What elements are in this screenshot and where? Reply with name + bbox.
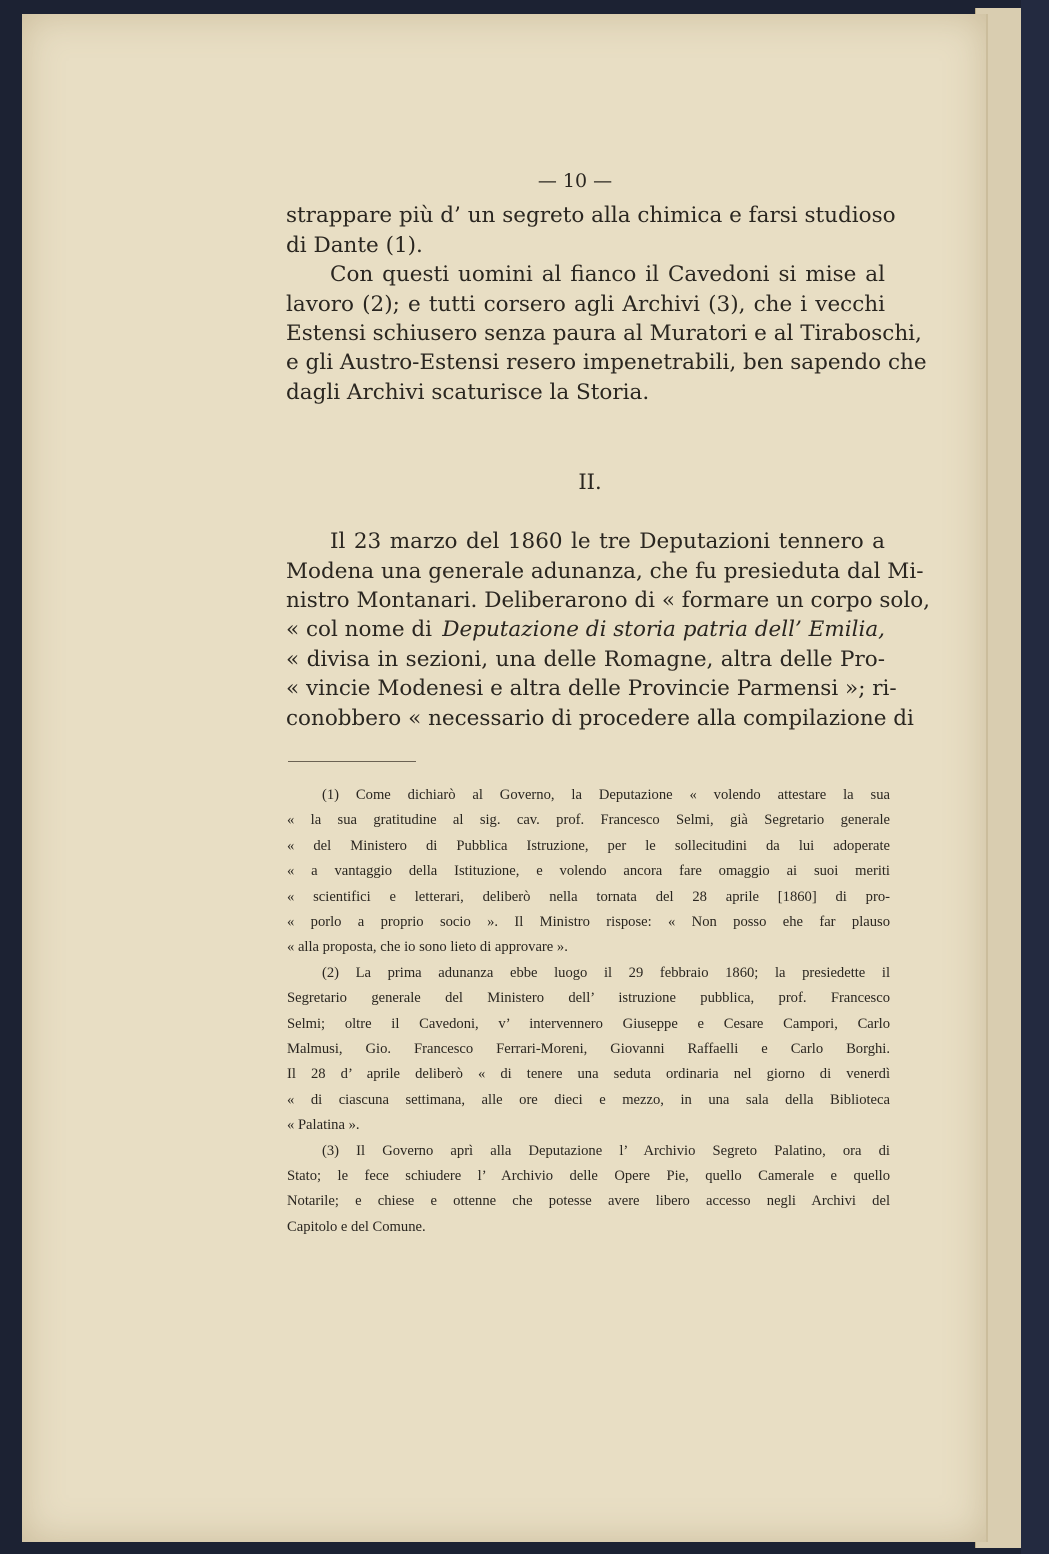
- body-line: Estensi schiusero senza paura al Muratori e al Tiraboschi,: [286, 321, 922, 346]
- body-line: Modena una generale adunanza, che fu presieduta dal Mi-: [286, 559, 924, 584]
- body-line: lavoro (2); e tutti corsero agli Archivi (3), che i vecchi: [286, 292, 885, 317]
- footnote-line: (1) Come dichiarò al Governo, la Deputazione « volendo attestare la sua: [322, 787, 890, 803]
- body-line: conobbero « necessario di procedere alla compilazione di: [286, 706, 914, 731]
- footnote-line: « la sua gratitudine al sig. cav. prof. Francesco Selmi, già Segretario generale: [287, 812, 890, 829]
- footnote-line: Selmi; oltre il Cavedoni, v’ intervennero Giuseppe e Cesare Campori, Carlo: [287, 1015, 890, 1032]
- body-text: « col nome di: [286, 617, 439, 642]
- body-line: dagli Archivi scaturisce la Storia.: [286, 380, 650, 405]
- body-line: « divisa in sezioni, una delle Romagne, altra delle Pro-: [286, 647, 885, 672]
- footnote-line: « scientifici e letterari, deliberò nella tornata del 28 aprile [1860] di pro-: [287, 888, 890, 905]
- footnote-rule: [288, 761, 416, 762]
- body-line: Il 23 marzo del 1860 le tre Deputazioni tennero a: [330, 529, 885, 554]
- footnote-line: Il 28 d’ aprile deliberò « di tenere una seduta ordinaria nel giorno di venerdì: [287, 1066, 890, 1083]
- footnote-line: « di ciascuna settimana, alle ore dieci e mezzo, in una sala della Biblioteca: [287, 1091, 890, 1108]
- body-line: e gli Austro-Estensi resero impenetrabili, ben sapendo che: [286, 350, 927, 375]
- body-line: [286, 617, 885, 642]
- book-binding: [1021, 0, 1049, 1554]
- body-line: strappare più d’ un segreto alla chimica e farsi studioso: [286, 203, 896, 228]
- body-line: di Dante (1).: [286, 233, 423, 258]
- footnote-line: « del Ministero di Pubblica Istruzione, per le sollecitudini da lui adoperate: [287, 837, 890, 854]
- section-heading: II.: [578, 470, 602, 494]
- footnote-line: Notarile; e chiese e ottenne che potesse avere libero accesso negli Archivi del: [287, 1193, 890, 1210]
- footnote-line: Segretario generale del Ministero dell’ istruzione pubblica, prof. Francesco: [287, 990, 890, 1007]
- footnote-line: (3) Il Governo aprì alla Deputazione l’ Archivio Segreto Palatino, ora di: [322, 1142, 890, 1159]
- body-line: nistro Montanari. Deliberarono di « formare un corpo solo,: [286, 588, 930, 613]
- page-number: — 10 —: [537, 170, 613, 192]
- body-line: « vincie Modenesi e altra delle Provincie Parmensi »; ri-: [286, 676, 897, 701]
- footnote-line: Malmusi, Gio. Francesco Ferrari-Moreni, Giovanni Raffaelli e Carlo Borghi.: [287, 1041, 890, 1057]
- footnote-line: Capitolo e del Comune.: [287, 1218, 426, 1235]
- footnote-line: « a vantaggio della Istituzione, e volendo ancora fare omaggio ai suoi meriti: [287, 863, 890, 880]
- footnote-line: « Palatina ».: [287, 1117, 360, 1134]
- italic-title: Deputazione di storia patria dell’ Emilia,: [442, 617, 885, 642]
- footnote-line: « porlo a proprio socio ». Il Ministro rispose: « Non posso ehe far plauso: [287, 914, 890, 930]
- footnote-line: « alla proposta, che io sono lieto di approvare ».: [287, 939, 568, 956]
- body-line: Con questi uomini al fianco il Cavedoni si mise al: [330, 262, 885, 287]
- footnote-line: (2) La prima adunanza ebbe luogo il 29 febbraio 1860; la presiedette il: [322, 964, 890, 981]
- footnote-line: Stato; le fece schiudere l’ Archivio delle Opere Pie, quello Camerale e quello: [287, 1168, 890, 1184]
